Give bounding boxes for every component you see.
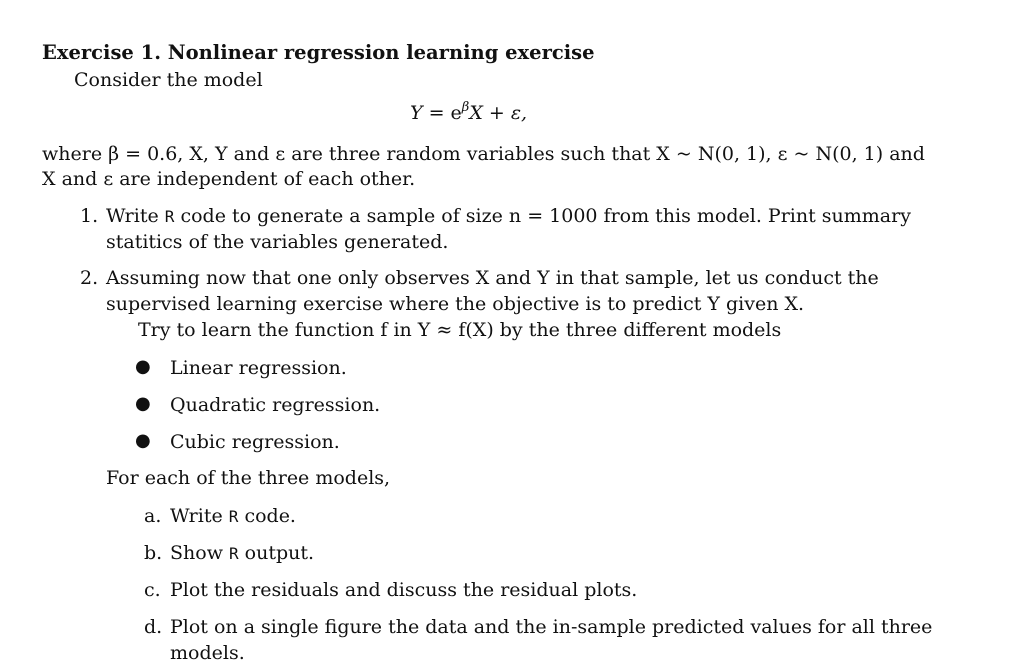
model-equation: [410, 101, 527, 128]
task-2-line-2: supervised learning exercise where the objective is to predict Y given X.: [106, 293, 805, 315]
where-line-2: X and ε are independent of each other.: [42, 168, 416, 190]
task-1-line-2: statitics of the variables generated.: [106, 231, 449, 253]
model-item-cubic: Cubic regression.: [170, 431, 340, 453]
task-1-number: 1.: [80, 205, 99, 227]
subtask-c-label: c.: [144, 579, 161, 601]
model-item-quadratic: Quadratic regression.: [170, 394, 381, 416]
task-2-line-1: Assuming now that one only observes X and Y in that sample, let us conduct the: [106, 267, 879, 289]
task-1-text-pre: Write: [106, 205, 165, 227]
task-1-text-post: code to generate a sample of size n = 1000 from this model. Print summary: [174, 205, 911, 227]
subtask-b-post: output.: [238, 542, 315, 564]
task-2-number: 2.: [80, 267, 99, 289]
subtask-a-pre: Write: [170, 505, 229, 527]
subtask-d-line-2: models.: [170, 642, 245, 664]
subtask-a-code: R: [228, 507, 239, 526]
equation-lhs: Y: [410, 102, 423, 124]
exercise-title: Nonlinear regression learning exercise: [167, 41, 595, 64]
subtask-b-pre: Show: [170, 542, 229, 564]
subtask-a-post: code.: [238, 505, 296, 527]
model-item-linear: Linear regression.: [170, 357, 347, 379]
subtask-d-label: d.: [144, 616, 163, 638]
equation-exponent: β: [461, 100, 470, 115]
for-each-text: For each of the three models,: [106, 467, 391, 489]
intro-text: Consider the model: [74, 69, 263, 91]
equation-rhs: X + ε,: [469, 102, 528, 124]
where-line-1: where β = 0.6, X, Y and ε are three random variables such that X ~ N(0, 1), ε ~ N(0, 1) and: [42, 143, 925, 165]
subtask-b-label: b.: [144, 542, 163, 564]
subtask-d-line-1: Plot on a single figure the data and the in-sample predicted values for all three: [170, 616, 933, 638]
exercise-label: Exercise 1.: [42, 41, 161, 64]
task-2-line-3: Try to learn the function f in Y ≈ f(X) by the three different models: [138, 319, 782, 341]
bullet-icon: ●: [135, 393, 151, 414]
bullet-icon: ●: [135, 356, 151, 377]
equation-eq: = e: [422, 102, 462, 124]
exercise-heading: [42, 41, 595, 65]
bullet-icon: ●: [135, 430, 151, 451]
subtask-b-code: R: [229, 544, 239, 563]
task-1-code: R: [164, 207, 175, 226]
subtask-a-label: a.: [144, 505, 162, 527]
task-1-line-1: [106, 204, 911, 229]
subtask-b: [170, 541, 314, 566]
subtask-c: Plot the residuals and discuss the residual plots.: [170, 579, 638, 601]
subtask-a: [170, 504, 296, 529]
